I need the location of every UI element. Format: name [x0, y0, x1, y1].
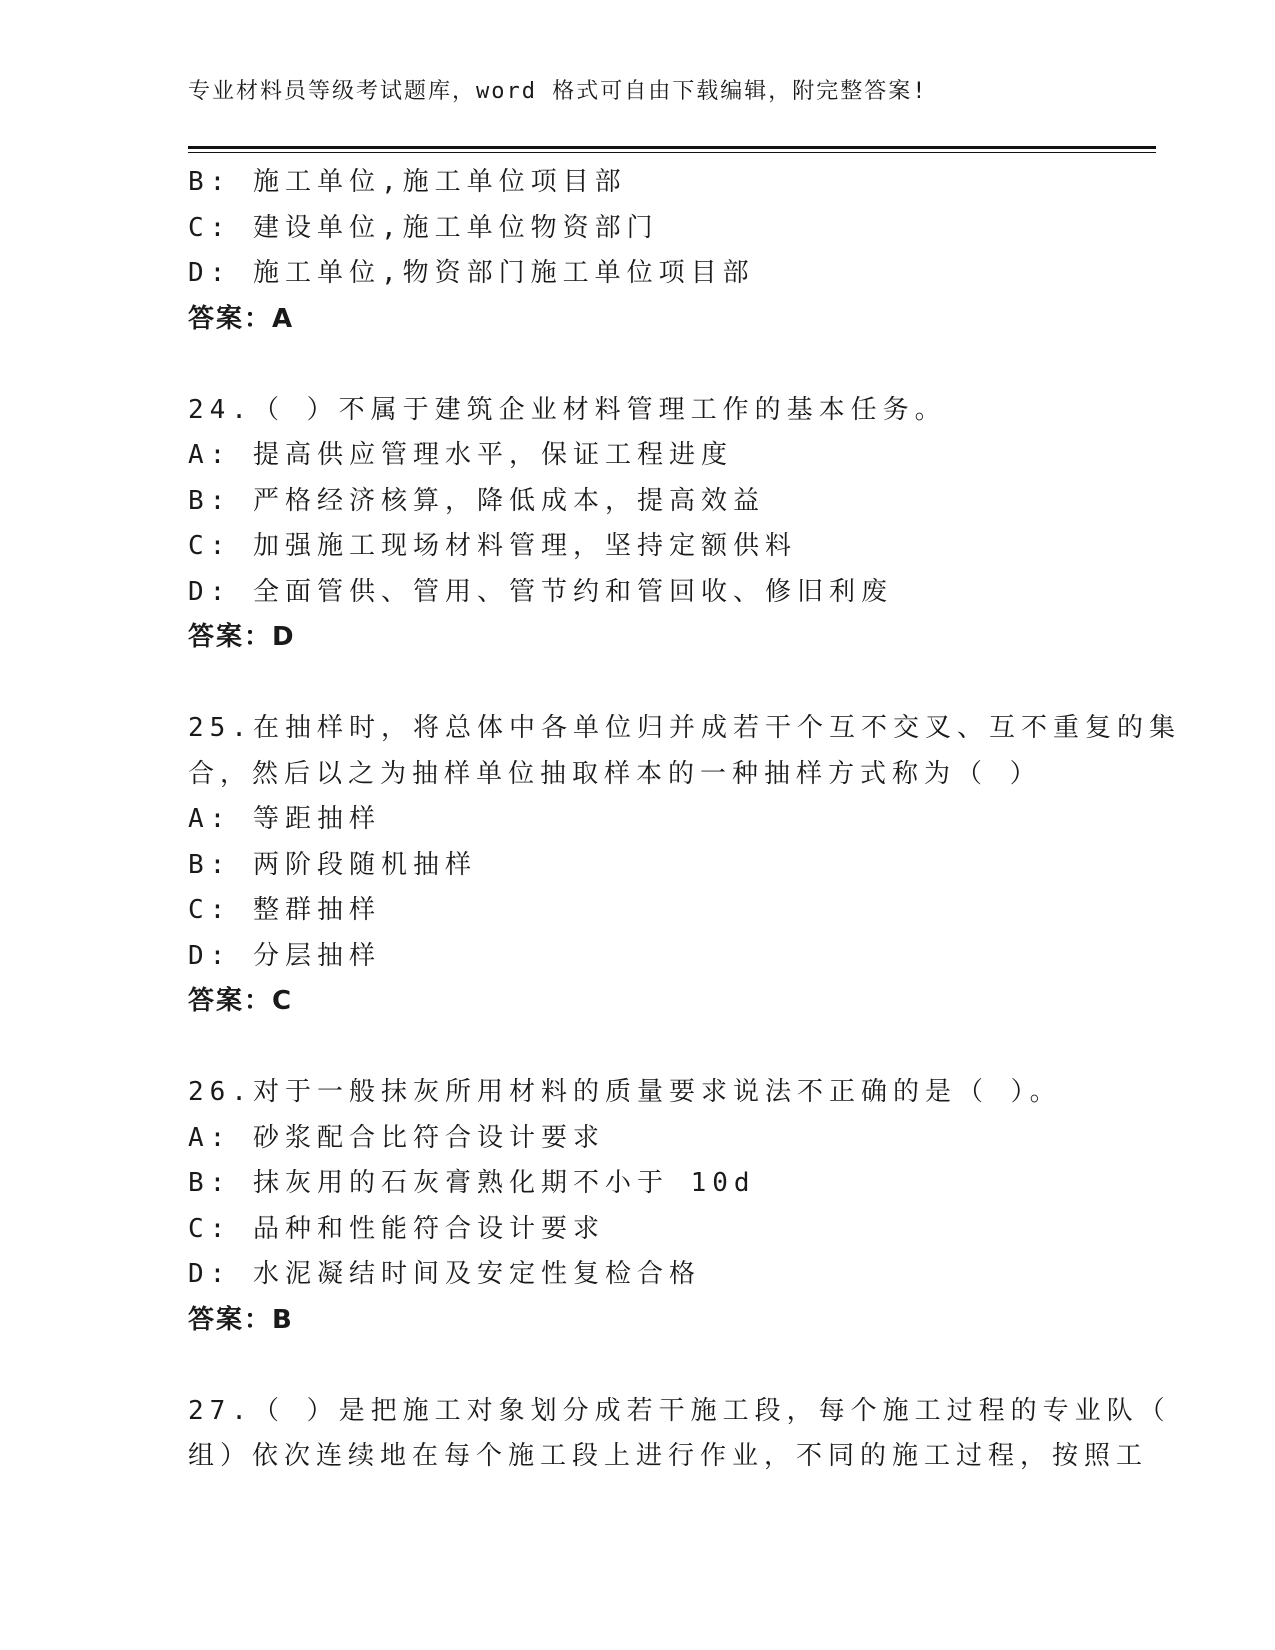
answer-line: 答案：C: [188, 986, 294, 1016]
answer-line: 答案：A: [188, 303, 295, 334]
answer-line: 答案：D: [188, 622, 296, 652]
option-d: D: 全面管供、管用、管节约和管回收、修旧利废: [188, 576, 893, 607]
option-a: A: 提高供应管理水平，保证工程进度: [188, 440, 733, 470]
option-d: D: 分层抽样: [188, 940, 381, 971]
spacer: [188, 1343, 1148, 1389]
question-stem-27-cont: 组）依次连续地在每个施工段上进行作业，不同的施工过程，按照工: [188, 1441, 1149, 1471]
spacer: [188, 342, 1148, 388]
question-stem-24: 24.（ ）不属于建筑企业材料管理工作的基本任务。: [188, 394, 947, 425]
option-a: A: 等距抽样: [188, 804, 381, 834]
option-b: B: 抹灰用的石灰膏熟化期不小于 10d: [188, 1168, 756, 1198]
option-c: C: 整群抽样: [188, 895, 381, 925]
question-stem-27: 27.（ ）是把施工对象划分成若干施工段，每个施工过程的专业队（: [188, 1395, 1171, 1426]
answer-line: 答案：B: [188, 1304, 294, 1335]
spacer: [188, 661, 1148, 707]
option-b: B: 严格经济核算，降低成本，提高效益: [188, 485, 765, 516]
document-body: [188, 160, 1181, 1480]
option-d: D: 施工单位,物资部门施工单位项目部: [188, 258, 755, 288]
option-c: C: 品种和性能符合设计要求: [188, 1213, 605, 1244]
option-d: D: 水泥凝结时间及安定性复检合格: [188, 1259, 701, 1289]
option-a: A: 砂浆配合比符合设计要求: [188, 1122, 605, 1153]
question-stem-26: 26.对于一般抹灰所用材料的质量要求说法不正确的是（ ）。: [188, 1077, 1062, 1107]
question-stem-25-cont: 合，然后以之为抽样单位抽取样本的一种抽样方式称为（ ）: [188, 758, 1042, 789]
header-rule-thick: [188, 146, 1156, 149]
spacer: [188, 1025, 1148, 1071]
option-b: B: 两阶段随机抽样: [188, 849, 477, 880]
option-c: C: 加强施工现场材料管理，坚持定额供料: [188, 531, 797, 561]
header-rule-thin: [188, 152, 1156, 153]
option-b: B: 施工单位,施工单位项目部: [188, 167, 627, 197]
page-header: 专业材料员等级考试题库，word 格式可自由下载编辑，附完整答案!: [188, 79, 928, 104]
option-c: C: 建设单位,施工单位物资部门: [188, 212, 659, 243]
question-stem-25: 25.在抽样时，将总体中各单位归并成若干个互不交叉、互不重复的集: [188, 713, 1181, 743]
